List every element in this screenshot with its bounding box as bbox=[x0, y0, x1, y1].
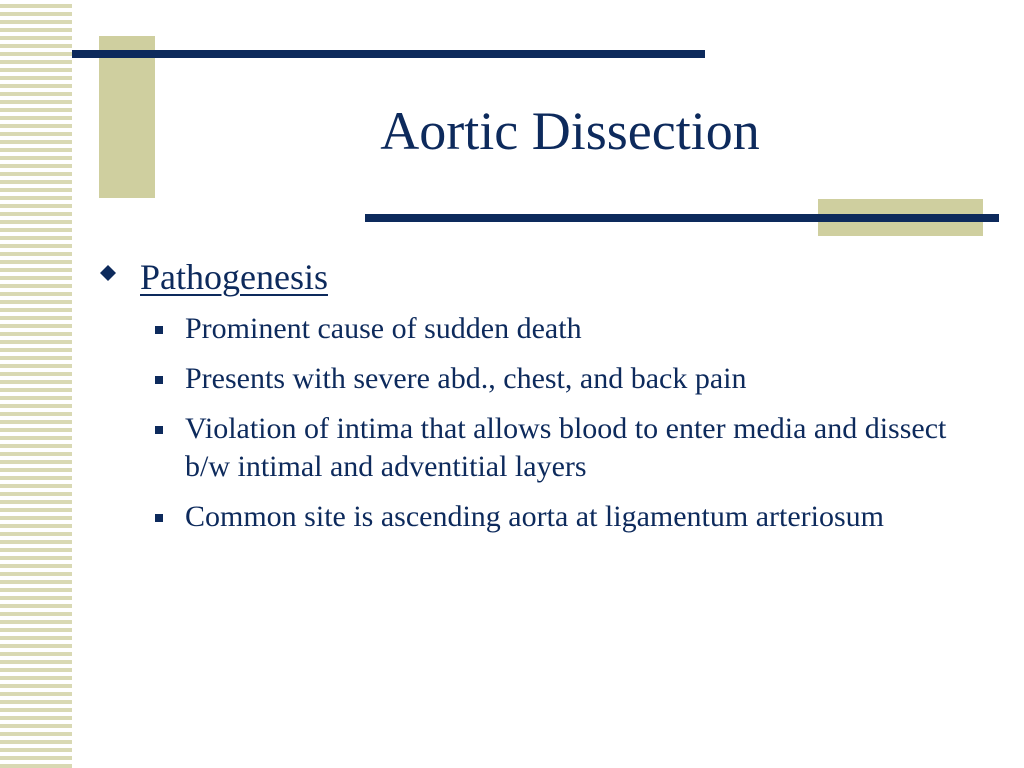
decorative-bar-top bbox=[72, 50, 705, 58]
slide-content bbox=[100, 252, 970, 548]
sub-bullet-list bbox=[100, 310, 970, 536]
bullet-level-1 bbox=[100, 252, 970, 302]
decorative-stripes bbox=[0, 0, 72, 768]
list-item bbox=[100, 310, 970, 348]
list-item bbox=[100, 410, 970, 486]
slide-title: Aortic Dissection bbox=[380, 101, 760, 161]
list-item bbox=[100, 498, 970, 536]
square-bullet-icon bbox=[155, 326, 163, 334]
list-item-text: Prominent cause of sudden death bbox=[185, 312, 582, 345]
decorative-bar-bottom bbox=[365, 214, 999, 222]
square-bullet-icon bbox=[155, 376, 163, 384]
square-bullet-icon bbox=[155, 426, 163, 434]
diamond-bullet-icon bbox=[100, 265, 118, 281]
list-item-text: Violation of intima that allows blood to enter media and dissect b/w intimal and adventitial layers bbox=[185, 412, 947, 483]
square-bullet-icon bbox=[155, 514, 163, 522]
decorative-tan-block-left bbox=[99, 36, 155, 198]
pathogenesis-link[interactable]: Pathogenesis bbox=[140, 257, 328, 297]
list-item bbox=[100, 360, 970, 398]
list-item-text: Presents with severe abd., chest, and back pain bbox=[185, 362, 747, 395]
list-item-text: Common site is ascending aorta at ligamentum arteriosum bbox=[185, 500, 885, 533]
